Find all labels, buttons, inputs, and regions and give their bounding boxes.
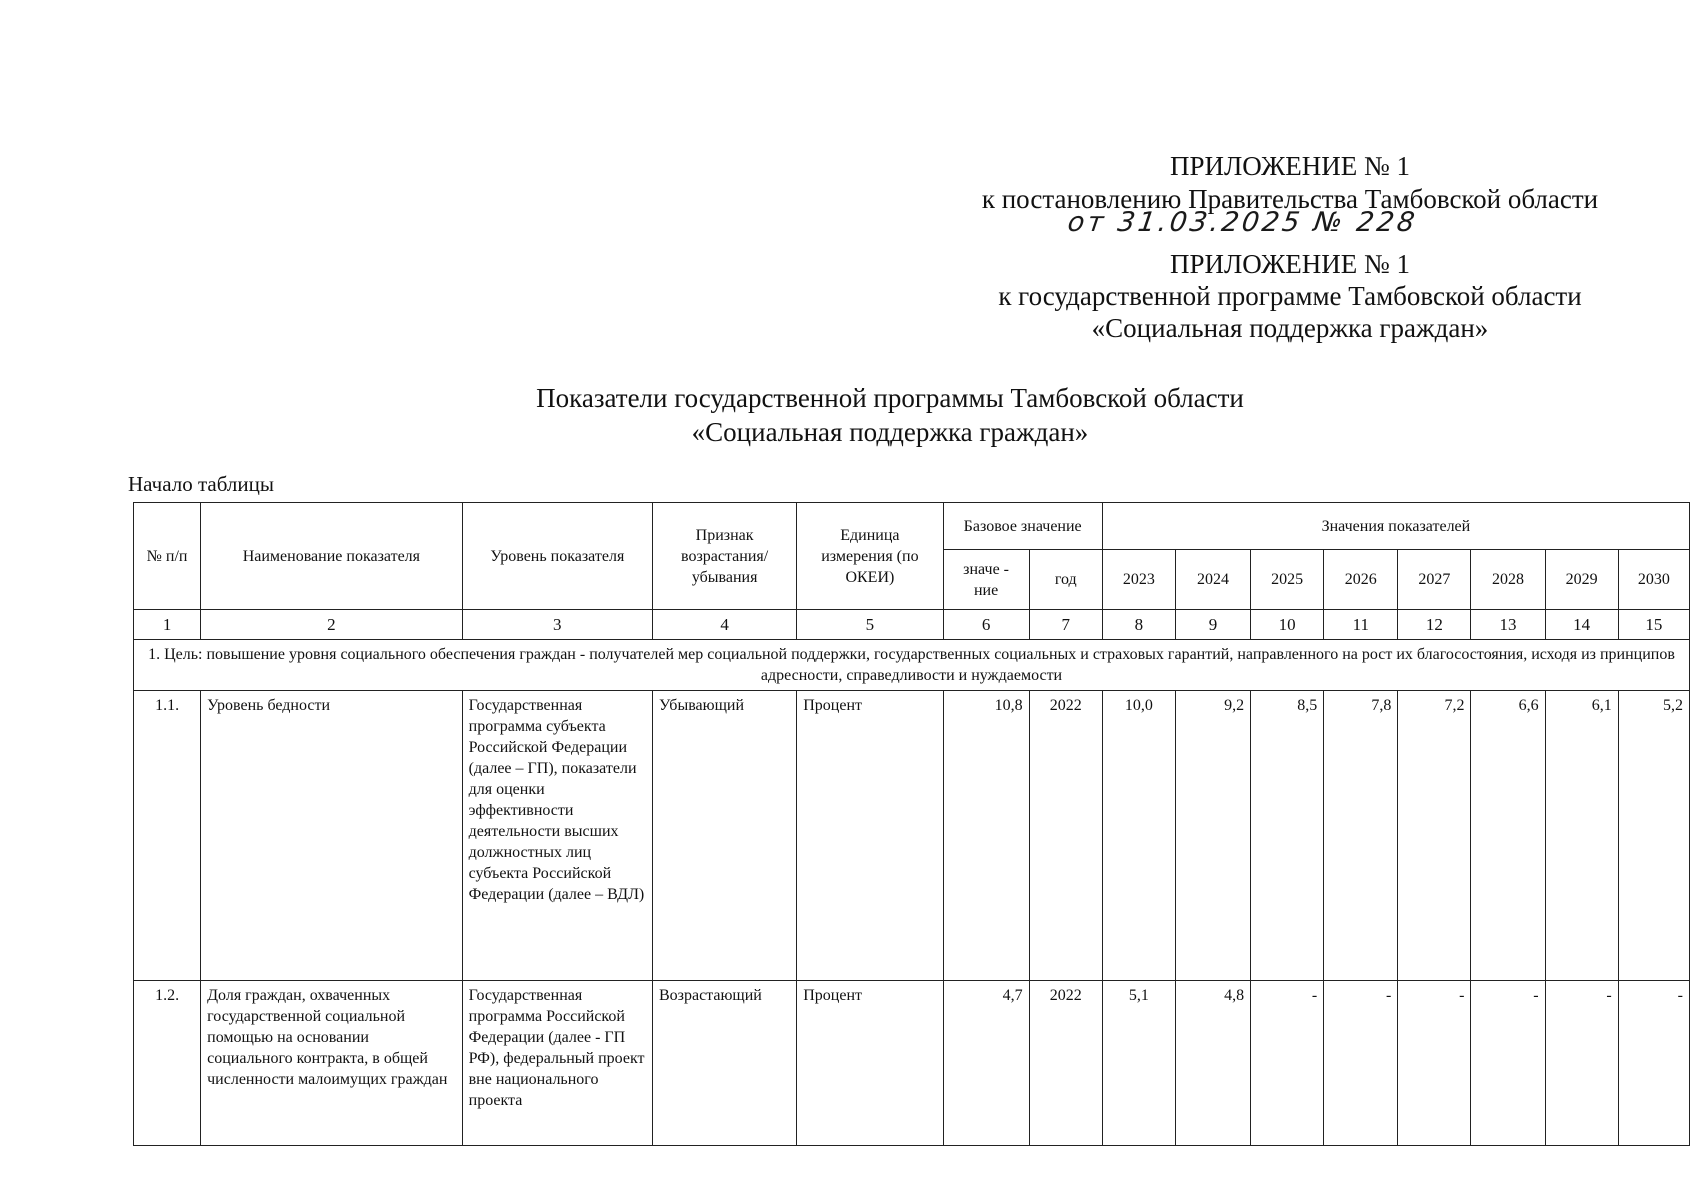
row-num: 1.2. [134, 981, 201, 1146]
row-value: 6,6 [1471, 691, 1545, 981]
row-value: - [1471, 981, 1545, 1146]
row-value: 6,1 [1545, 691, 1618, 981]
row-base-year: 2022 [1029, 981, 1102, 1146]
header-level: Уровень показателя [462, 503, 652, 610]
document-title-line-2: «Социальная поддержка граждан» [691, 417, 1089, 447]
row-value: - [1251, 981, 1324, 1146]
row-value: 7,8 [1324, 691, 1398, 981]
header-trend: Признак возрастания/ убывания [652, 503, 796, 610]
column-number: 13 [1471, 610, 1545, 640]
column-number: 4 [652, 610, 796, 640]
appendix-heading-2: ПРИЛОЖЕНИЕ № 1 [1169, 249, 1411, 279]
resolution-reference: к постановлению Правительства Тамбовской области [981, 184, 1599, 214]
header-year: 2025 [1251, 550, 1324, 610]
header-year: 2023 [1102, 550, 1175, 610]
header-values: Значения показателей [1102, 503, 1689, 550]
column-number: 6 [943, 610, 1029, 640]
row-unit: Процент [797, 981, 943, 1146]
row-value: - [1324, 981, 1398, 1146]
header-base-value: значе - ние [943, 550, 1029, 610]
row-value: 4,8 [1175, 981, 1250, 1146]
row-unit: Процент [797, 691, 943, 981]
row-value: 7,2 [1398, 691, 1471, 981]
column-number: 1 [134, 610, 201, 640]
header-year: 2024 [1175, 550, 1250, 610]
document-title-line-1: Показатели государственной программы Тамбовской области [536, 383, 1244, 413]
row-value: - [1545, 981, 1618, 1146]
header-num: № п/п [134, 503, 201, 610]
row-value: 5,1 [1102, 981, 1175, 1146]
header-year: 2028 [1471, 550, 1545, 610]
goal-row [134, 640, 1690, 691]
row-level: Государственная программа субъекта Российской Федерации (далее – ГП), показатели для оценки эффективности деятельности высших должностных лиц субъекта Российской Федерации (далее – ВДЛ) [462, 691, 652, 981]
indicators-table [133, 502, 1690, 1146]
header-base-year: год [1029, 550, 1102, 610]
header-year: 2029 [1545, 550, 1618, 610]
row-name: Уровень бедности [201, 691, 463, 981]
appendix-heading-1: ПРИЛОЖЕНИЕ № 1 [1169, 151, 1411, 181]
table-row [134, 981, 1690, 1146]
goal-text: 1. Цель: повышение уровня социального обеспечения граждан - получателей мер социальной поддержки, государственных социальных и страховых гарантий, направленного на рост их благосостояния, исходя из принципов адресности, справедливости и нуждаемости [134, 640, 1690, 691]
row-value: 9,2 [1175, 691, 1250, 981]
header-year: 2030 [1618, 550, 1689, 610]
row-value: 5,2 [1618, 691, 1689, 981]
row-base-year: 2022 [1029, 691, 1102, 981]
program-name: «Социальная поддержка граждан» [1091, 313, 1489, 343]
column-number-row [134, 610, 1690, 640]
row-base-value: 10,8 [943, 691, 1029, 981]
program-reference: к государственной программе Тамбовской области [998, 281, 1582, 311]
row-value: - [1618, 981, 1689, 1146]
row-base-value: 4,7 [943, 981, 1029, 1146]
row-level: Государственная программа Российской Федерации (далее - ГП РФ), федеральный проект вне национального проекта [462, 981, 652, 1146]
row-trend: Возрастающий [652, 981, 796, 1146]
column-number: 14 [1545, 610, 1618, 640]
row-name: Доля граждан, охваченных государственной социальной помощью на основании социального контракта, в общей численности малоимущих граждан [201, 981, 463, 1146]
column-number: 8 [1102, 610, 1175, 640]
column-number: 2 [201, 610, 463, 640]
handwritten-date-number: от 31.03.2025 № 228 [1065, 207, 1420, 238]
header-year: 2026 [1324, 550, 1398, 610]
column-number: 3 [462, 610, 652, 640]
row-value: 8,5 [1251, 691, 1324, 981]
header-unit: Единица измерения (по ОКЕИ) [797, 503, 943, 610]
row-num: 1.1. [134, 691, 201, 981]
header-base: Базовое значение [943, 503, 1102, 550]
column-number: 15 [1618, 610, 1689, 640]
document-title [450, 381, 1330, 449]
row-value: 10,0 [1102, 691, 1175, 981]
header-year: 2027 [1398, 550, 1471, 610]
column-number: 9 [1175, 610, 1250, 640]
header-name: Наименование показателя [201, 503, 463, 610]
column-number: 11 [1324, 610, 1398, 640]
row-trend: Убывающий [652, 691, 796, 981]
column-number: 10 [1251, 610, 1324, 640]
table-row [134, 691, 1690, 981]
column-number: 5 [797, 610, 943, 640]
table-caption: Начало таблицы [128, 472, 274, 496]
column-number: 12 [1398, 610, 1471, 640]
row-value: - [1398, 981, 1471, 1146]
column-number: 7 [1029, 610, 1102, 640]
